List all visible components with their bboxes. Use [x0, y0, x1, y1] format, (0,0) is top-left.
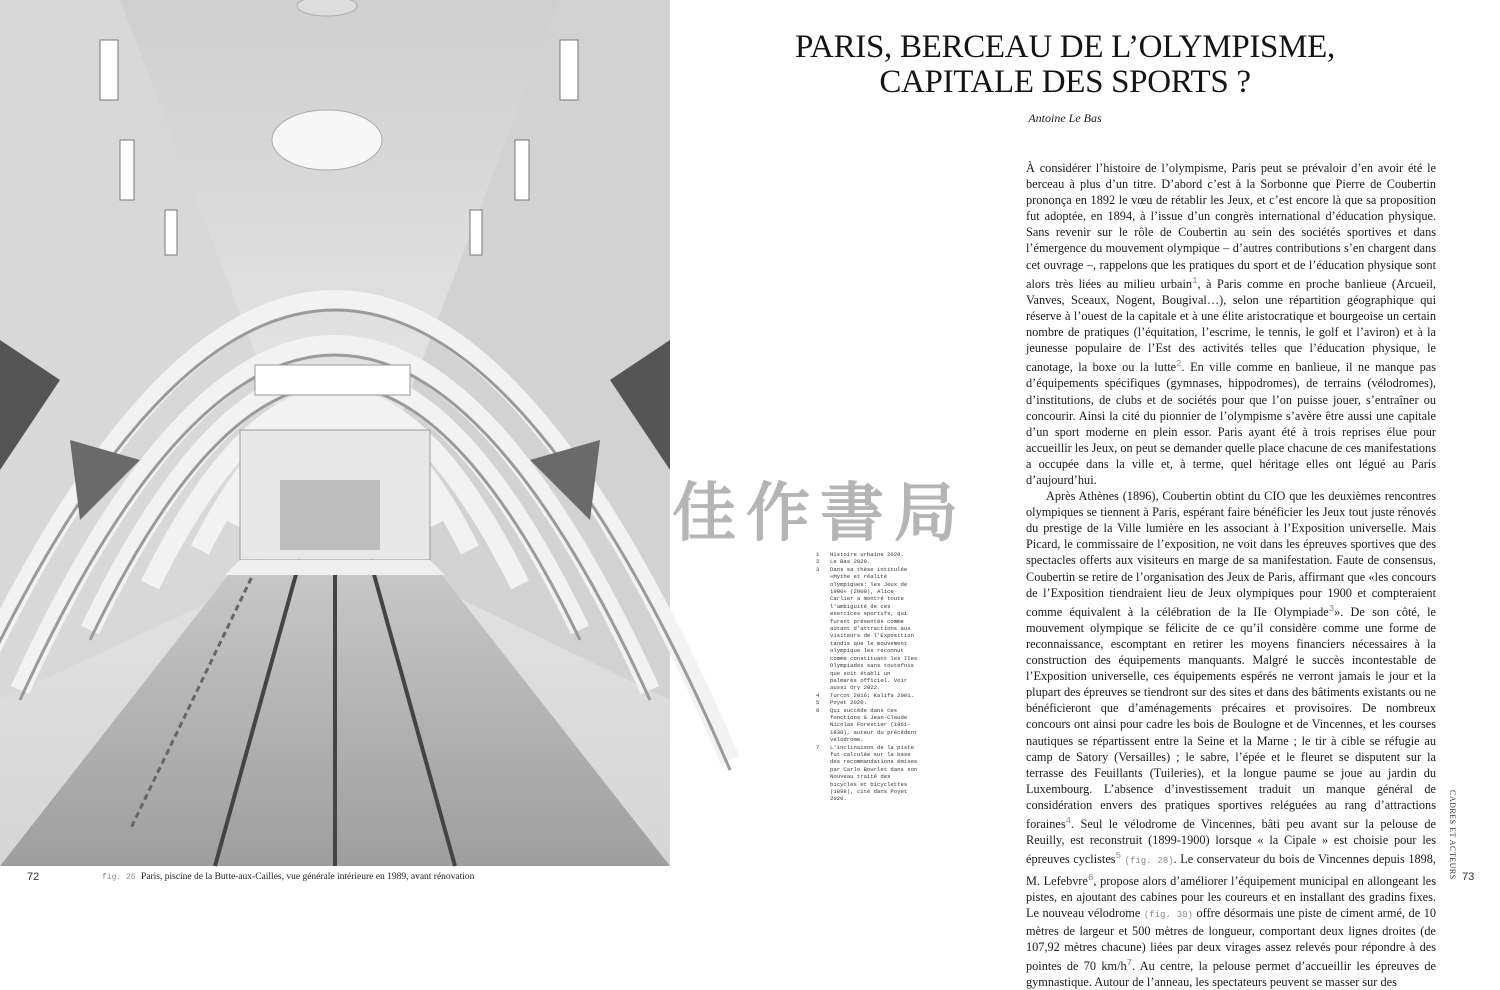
figure-ref[interactable]: (fig. 30): [1143, 909, 1193, 920]
footnote: [816, 692, 920, 699]
figure-ref[interactable]: (fig. 28): [1124, 856, 1174, 867]
footnote-number: 1: [816, 551, 820, 558]
article-body: [1026, 160, 1436, 990]
page-number-left: 72: [27, 871, 40, 883]
text-run: . Au centre, la pelouse permet d’accueillir les épreuves de gymnastique. Autour de l’anneau, les spectateurs peuvent se masser sur des: [1026, 959, 1436, 990]
footnote: [816, 558, 920, 565]
text-run: . Le conservateur du bois de Vincennes depuis 1898, M. Lefebvre: [1026, 852, 1437, 888]
text-run: . Seul le vélodrome de Vincennes, bâti peu avant sur la pelouse de Reuilly, est reconstruit (1899-1900) lorsque « la Cipale » est choisie pour les épreuves cyclistes: [1026, 817, 1436, 867]
footnote-text: Histoire urbaine 2020.: [830, 551, 904, 558]
footnotes-column: [816, 551, 920, 803]
footnote-ref[interactable]: 2: [1176, 359, 1182, 370]
title-line-2: CAPITALE DES SPORTS ?: [879, 64, 1251, 100]
figure-label: fig. 26: [102, 873, 136, 882]
paragraph-1: [1026, 160, 1436, 488]
footnote-ref[interactable]: 3: [1328, 603, 1335, 614]
footnote-ref[interactable]: 7: [1126, 958, 1133, 969]
paragraph-2: [1026, 488, 1436, 990]
footnote-ref[interactable]: 4: [1065, 816, 1072, 827]
article-title: [700, 30, 1430, 100]
text-run: offre désormais une piste de ciment armé, de 10 mètres de largeur et 500 mètres de longueur, comportant deux lignes droites (de 107,92 mètres chacune) liées par deux virages assez relevés pour répondre à des pointes de 70 km/h: [1026, 905, 1436, 974]
footnote-number: 7: [816, 743, 820, 751]
pool-illustration: [0, 0, 670, 866]
footnote-text: Dans sa thèse intitulée «Mythe et réalité olympiques: les Jeux de 1900» (2000), Alice Carlier a montré toute l'ambiguïté de ces exercices sportifs, qui furent présentés comme autant d'attractions aux visiteurs de l'Exposition tandis que le mouvement olympique les reconnut comme constituant les IIes Olympiades sans toutefois que soit établi un palmarès officiel. Voir aussi Ory 2022.: [830, 565, 918, 692]
footnote-number: 4: [816, 691, 820, 699]
footnote-number: 3: [816, 565, 820, 573]
text-run: , à Paris comme en proche banlieue (Arcueil, Vanves, Sceaux, Nogent, Bougival…), selon une répartition géographique qui réserve à l’ouest de la capitale et à une élite aristocratique et bourgeoise un certain nombre de pratiques (l’équitation, l’escrime, le tennis, le golf et l’aviron) et à la jeunesse populaire de l’Est des activités telles que l’éducation physique, le canotage, la boxe ou la lutte: [1026, 276, 1436, 375]
text-run: . En ville comme en banlieue, il ne manque pas d’équipements spécifiques (gymnases, hippodromes), de terrains (vélodromes), d’institutions, de clubs et de sociétés pour que l’on puisse jouer, s’entraîner ou concourir. Ainsi la cité du pionnier de l’olympisme s’avère être aussi une capitale d’un sport moderne en plein essor. Paris ayant été à trois reprises élue pour accueillir les Jeux, on peut se demander quelle place chacune de ces manifestations a occupée dans la ville et, à terme, quel héritage elles ont légué au Paris d’aujourd’hui.: [1026, 360, 1436, 487]
footnote-number: 5: [816, 699, 820, 707]
text-run: À considérer l’histoire de l’olympisme, Paris peut se prévaloir d’en avoir été le berceau à plus d’un titre. D’abord c’est à la Sorbonne que Pierre de Coubertin prononça en 1892 le vœu de rétablir les Jeux, et c’est encore là que sa proposition fut adoptée, en 1894, à l’issue d’un congrès international d’éducation physique. Sans revenir sur le rôle de Coubertin au sein des sociétés sportives et dans l’émergence du mouvement olympique – d’autres contributions s’en chargent dans cet ouvrage –, rappelons que les pratiques du sport et de l’éducation physique sont alors très liées au milieu urbain: [1026, 161, 1436, 291]
footnote-number: 6: [816, 706, 820, 714]
footnote: [816, 699, 920, 706]
section-side-label: CADRES ET ACTEURS: [1448, 790, 1457, 880]
figure-caption: [102, 872, 474, 882]
footnote-text: L'inclinaison de la piste fut calculée sur la base des recommandations émises par Carlo Bourlet dans son Nouveau traité des bicycles et bicyclettes (1898), cité dans Poyet 2020.: [830, 743, 918, 803]
footnote: [816, 551, 920, 558]
author-name: Antoine Le Bas: [1028, 111, 1102, 125]
footnote-text: Qui succède dans ces fonctions à Jean-Claude Nicolas Forestier (1861-1930), auteur du précédent vélodrome.: [830, 706, 918, 744]
footnote-ref[interactable]: 1: [1192, 275, 1198, 286]
footnote: [816, 744, 920, 803]
text-run: , propose alors d’améliorer l’équipement municipal en allongeant les pistes, en ajoutant des cabines pour les coureurs et en installant des gradins fixes. Le nouveau vélodrome: [1026, 873, 1436, 920]
footnote-number: 2: [816, 558, 820, 566]
footnote-text: Le Bas 2020.: [830, 558, 871, 566]
footnote-ref[interactable]: 5: [1115, 851, 1121, 862]
title-line-1: PARIS, BERCEAU DE L’OLYMPISME,: [795, 29, 1335, 65]
footnote: [816, 707, 920, 744]
footnote-ref[interactable]: 6: [1087, 872, 1094, 883]
pool-photograph: [0, 0, 670, 866]
page-number-right: 73: [1462, 871, 1475, 883]
text-run: ». De son côté, le mouvement olympique se félicite de ce qu’il considère comme une forme de reconnaissance, escomptant en retirer les moyens financiers nécessaires à la construction des équipements manquants. Malgré le succès incontestable de l’Exposition universelle, ces équipements espérés ne verront jamais le jour et la plupart des épreuves se tiendront sur des sites et dans des bâtiments existants ou ne bénéficieront que d’aménagements précaires et provisoires. De nombreux concours ont ainsi pour cadre les bois de Boulogne et de Vincennes, et les courses nautiques se répartissent entre la Seine et la Marne ; le tir à cible se réfugie au camp de Satory (Versailles) ; le sabre, l’épée et le fleuret se disputent sur la terrasse des Feuillants (Tuileries), et la longue paume se joue au jardin du Luxembourg. L’absence d’investissement traduit un manque général de considération envers des pratiques sportives reléguées au rang d’attractions foraines: [1026, 604, 1436, 832]
footnote: [816, 566, 920, 692]
caption-text: Paris, piscine de la Butte-aux-Cailles, vue générale intérieure en 1989, avant rénovation: [140, 872, 475, 882]
text-run: Après Athènes (1896), Coubertin obtint du CIO que les deuxièmes rencontres olympiques se tiennent à Paris, espérant faire bénéficier les Jeux tout juste rénovés du prestige de la Ville lumière en les associant à l’Exposition universelle. Mais Picard, le commissaire de l’exposition, ne voit dans les épreuves sportives que des spectacles offerts aux visiteurs en marge de sa manifestation. Faute de consensus, Coubertin se retire de l’organisation des Jeux de Paris, affirmant que «les concours de l’Exposition tiendraient lieu de Jeux olympiques pour 1900 et compteraient comme équivalent à la célébration de la IIe Olympiade: [1026, 489, 1436, 619]
footnote-text: Poyet 2020.: [830, 699, 867, 707]
watermark-text: 佳作書局: [672, 477, 968, 551]
footnote-text: Turcot 2016; Kalifa 2001.: [830, 691, 914, 699]
